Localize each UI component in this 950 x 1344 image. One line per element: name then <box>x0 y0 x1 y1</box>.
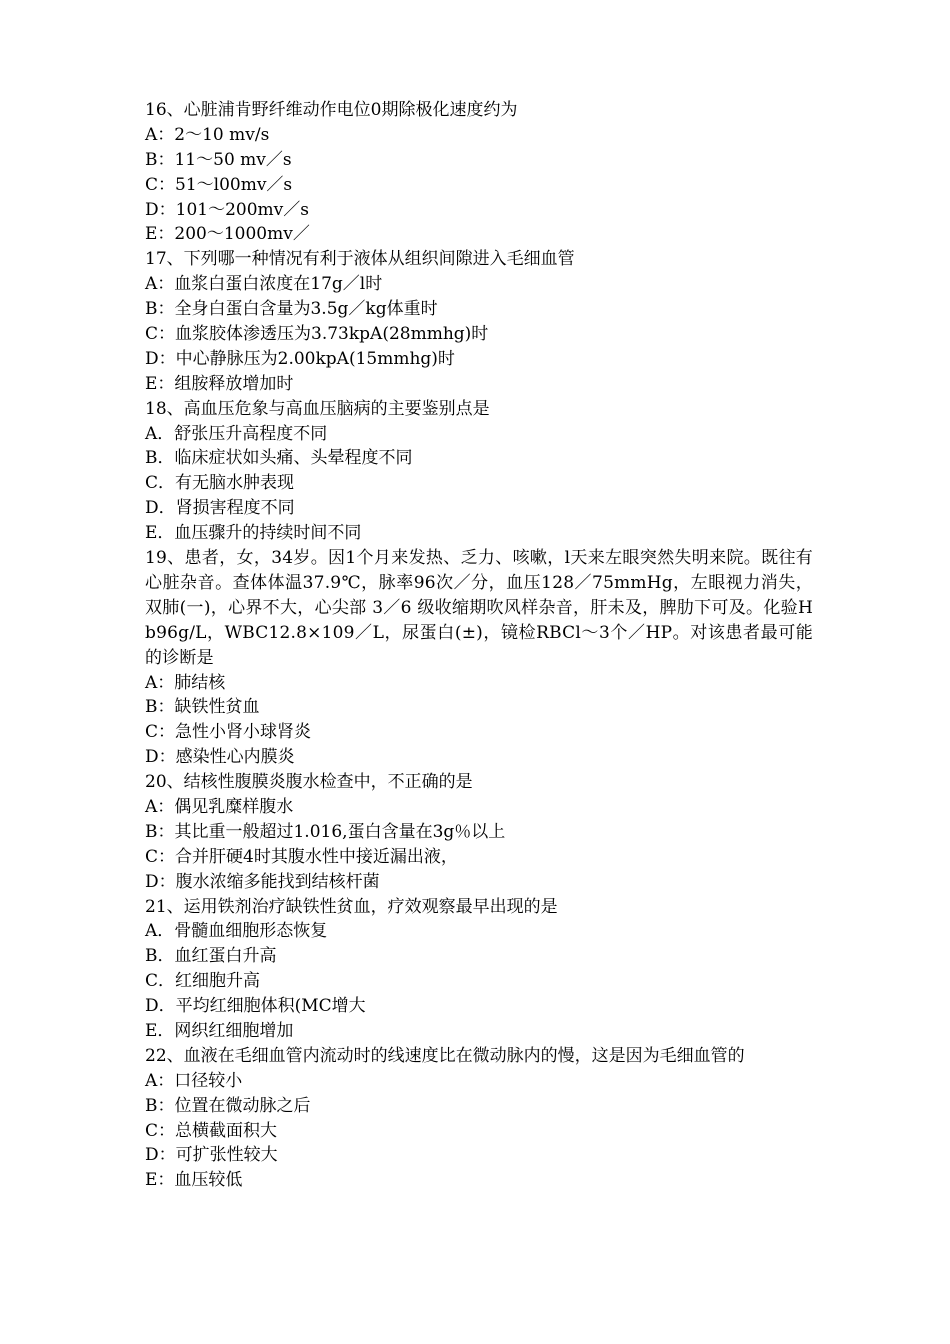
option-c: C．有无脑水肿表现 <box>145 473 295 494</box>
question-list <box>145 98 813 1193</box>
question-stem: 19、患者，女，34岁。因1个月来发热、乏力、咳嗽，l天来左眼突然失明来院。既往有心脏杂音。查体体温37.9℃，脉率96次／分，血压128／75mmHg，左眼视力消失，双肺(一)，心界不大，心尖部 3／6 级收缩期吹风样杂音，肝未及，脾肋下可及。化验Hb96g/L，WBC12.8×109／L，尿蛋白(±)，镜检RBCl～3个／HP。对该患者最可能的诊断是 <box>145 548 813 668</box>
question-stem: 22、血液在毛细血管内流动时的线速度比在微动脉内的慢，这是因为毛细血管的 <box>145 1045 745 1066</box>
option-c: C：急性小肾小球肾炎 <box>145 722 312 743</box>
option-a: A．骨髓血细胞形态恢复 <box>145 921 328 942</box>
option-e: E：组胺释放增加时 <box>145 373 294 394</box>
option-d: D：感染性心内膜炎 <box>145 747 295 768</box>
option-e: E．网织红细胞增加 <box>145 1021 294 1042</box>
option-d: D：101～200mv／s <box>145 199 309 220</box>
option-c: C：51～l00mv／s <box>145 174 293 195</box>
option-b: B．血红蛋白升高 <box>145 946 277 967</box>
option-e: E：血压较低 <box>145 1170 243 1191</box>
option-c: C：血浆胶体渗透压为3.73kpA(28mmhg)时 <box>145 324 489 345</box>
option-c: C．红细胞升高 <box>145 971 261 992</box>
option-d: D．肾损害程度不同 <box>145 498 295 519</box>
question-stem: 21、运用铁剂治疗缺铁性贫血，疗效观察最早出现的是 <box>145 896 558 917</box>
question-18 <box>145 397 813 546</box>
option-b: B：缺铁性贫血 <box>145 697 260 718</box>
question-22 <box>145 1044 813 1193</box>
option-b: B：11～50 mv／s <box>145 149 292 170</box>
question-21 <box>145 895 813 1044</box>
option-a: A：偶见乳糜样腹水 <box>145 797 294 818</box>
question-20 <box>145 770 813 894</box>
option-e: E．血压骤升的持续时间不同 <box>145 523 362 544</box>
question-17 <box>145 247 813 396</box>
question-stem: 17、下列哪一种情况有利于液体从组织间隙进入毛细血管 <box>145 249 575 270</box>
question-stem: 20、结核性腹膜炎腹水检查中，不正确的是 <box>145 772 473 793</box>
option-a: A：2～10 mv/s <box>145 124 270 145</box>
option-a: A：口径较小 <box>145 1070 243 1091</box>
option-d: D：中心静脉压为2.00kpA(15mmhg)时 <box>145 348 455 369</box>
option-c: C：合并肝硬4时其腹水性中接近漏出液， <box>145 846 458 867</box>
option-b: B：其比重一般超过1.016,蛋白含量在3g％以上 <box>145 821 506 842</box>
option-b: B：位置在微动脉之后 <box>145 1095 311 1116</box>
option-a: A：肺结核 <box>145 672 226 693</box>
question-stem: 16、心脏浦肯野纤维动作电位0期除极化速度约为 <box>145 100 518 120</box>
question-16 <box>145 98 813 247</box>
question-19 <box>145 546 813 770</box>
option-d: D．平均红细胞体积(MC增大 <box>145 996 366 1017</box>
option-a: A：血浆白蛋白浓度在17g／l时 <box>145 274 383 295</box>
question-stem: 18、高血压危象与高血压脑病的主要鉴别点是 <box>145 398 490 419</box>
option-d: D：腹水浓缩多能找到结核杆菌 <box>145 871 380 892</box>
option-b: B．临床症状如头痛、头晕程度不同 <box>145 448 413 469</box>
option-a: A．舒张压升高程度不同 <box>145 423 328 444</box>
option-e: E：200～1000mv／ <box>145 224 310 245</box>
option-c: C：总横截面积大 <box>145 1120 278 1141</box>
option-d: D：可扩张性较大 <box>145 1145 278 1166</box>
option-b: B：全身白蛋白含量为3.5g／kg体重时 <box>145 299 438 320</box>
